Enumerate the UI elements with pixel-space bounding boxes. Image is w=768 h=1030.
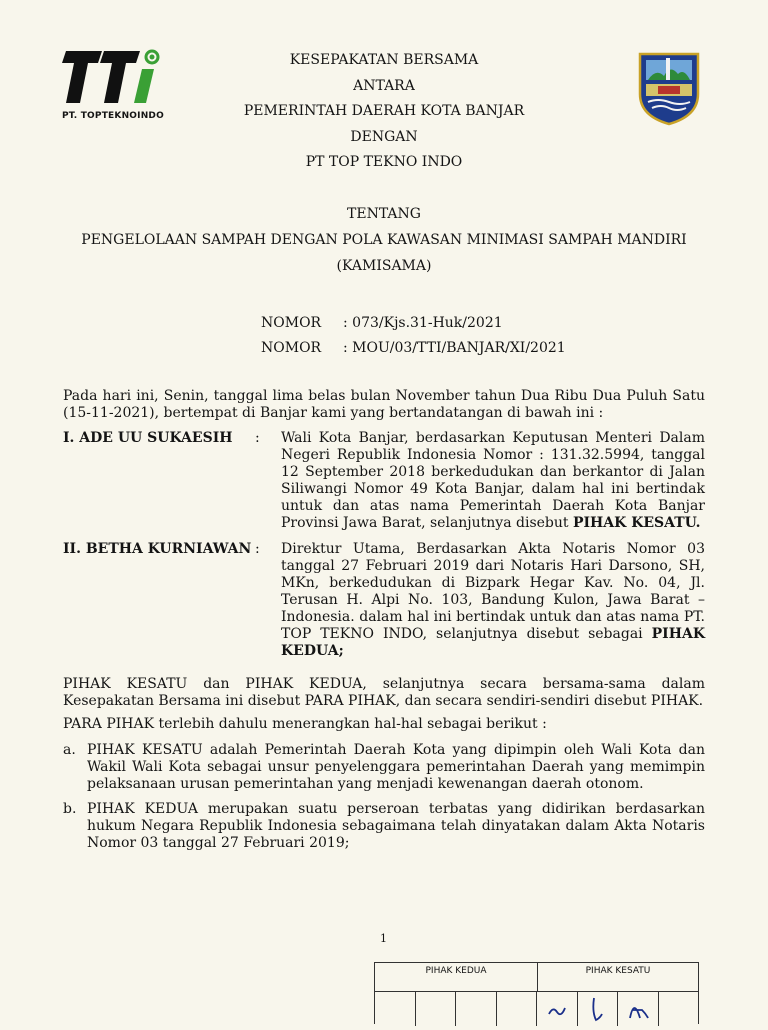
initials-cell [578, 992, 618, 1026]
list-item-marker: a. [63, 742, 76, 758]
number-row [261, 315, 503, 331]
party-colon: : [255, 541, 260, 557]
party-description-text: Wali Kota Banjar, berdasarkan Keputusan Menteri Dalam Negeri Republik Indonesia Nomor : 131.32.5994, tanggal 12 September 2018 berkedudukan dan berkantor di Jalan Siliwangi Nomor 49 Kota Banjar, dalam hal ini bertindak untuk dan atas nama Pemerintah Daerah Kota Banjar Provinsi Jawa Barat, selanjutnya disebut [281, 430, 705, 531]
initials-cell [659, 992, 699, 1026]
party-description [281, 541, 705, 660]
party-description [281, 430, 705, 532]
initials-cell [537, 992, 578, 1026]
about-heading: TENTANG [347, 206, 421, 222]
title-line-5: PT TOP TEKNO INDO [305, 154, 463, 170]
intro-paragraph: Pada hari ini, Senin, tanggal lima belas bulan November tahun Dua Ribu Dua Puluh Satu (15-11-2021), bertempat di Banjar kami yang bertandatangan di bawah ini : [63, 388, 705, 421]
number-label: NOMOR [261, 340, 322, 356]
handwritten-initial-icon [578, 992, 618, 1026]
number-row [261, 340, 566, 356]
initials-table [374, 962, 699, 1024]
number-value: : MOU/03/TTI/BANJAR/XI/2021 [343, 340, 566, 356]
party-role: PIHAK KESATU. [572, 515, 701, 531]
list-item-text: PIHAK KESATU adalah Pemerintah Daerah Kota yang dipimpin oleh Wali Kota dan Wakil Wali Kota sebagai unsur penyelenggara pemerintahan Daerah yang memimpin pelaksanaan urusan pemerintahan yang menjadi kewenangan daerah otonom. [87, 742, 705, 792]
initials-cell [456, 992, 497, 1026]
page-number: 1 [380, 932, 387, 945]
title-line-4: DENGAN [350, 129, 418, 145]
preamble-paragraph: PARA PIHAK terlebih dahulu menerangkan hal-hal sebagai berikut : [63, 716, 547, 732]
title-line-2: ANTARA [353, 78, 415, 94]
handwritten-initial-icon [537, 992, 577, 1026]
initials-header-second-party: PIHAK KEDUA [375, 963, 538, 991]
list-item-marker: b. [63, 801, 77, 817]
list-item-text: PIHAK KEDUA merupakan suatu perseroan terbatas yang didirikan berdasarkan hukum Negara Republik Indonesia sebagaimana telah dinyatakan dalam Akta Notaris Nomor 03 tanggal 27 Februari 2019; [87, 801, 705, 851]
title-line-3: PEMERINTAH DAERAH KOTA BANJAR [243, 103, 525, 119]
company-logo-text: PT. TOPTEKNOINDO [62, 111, 164, 121]
initials-cell [416, 992, 456, 1026]
initials-cell [618, 992, 659, 1026]
subject-line-2: (KAMISAMA) [336, 258, 432, 274]
party-name: I. ADE UU SUKAESIH [63, 430, 233, 446]
initials-cell [375, 992, 416, 1026]
party-colon: : [255, 430, 260, 446]
number-value: : 073/Kjs.31-Huk/2021 [343, 315, 503, 331]
initials-grid [375, 991, 698, 1026]
para-pihak-paragraph: PIHAK KESATU dan PIHAK KEDUA, selanjutnya secara bersama-sama dalam Kesepakatan Bersama ini disebut PARA PIHAK, dan secara sendiri-sendiri disebut PIHAK. [63, 676, 705, 709]
handwritten-initial-icon [618, 992, 658, 1026]
party-name: II. BETHA KURNIAWAN [63, 541, 252, 557]
subject-line-1: PENGELOLAAN SAMPAH DENGAN POLA KAWASAN MINIMASI SAMPAH MANDIRI [81, 232, 687, 248]
initials-header-first-party: PIHAK KESATU [585, 966, 651, 976]
party-role: PIHAK KEDUA; [281, 626, 705, 659]
number-label: NOMOR [261, 315, 322, 331]
party-description-text: Direktur Utama, Berdasarkan Akta Notaris Nomor 03 tanggal 27 Februari 2019 dari Notaris Hari Darsono, SH, MKn, berkedudukan di Bizpark Hegar Kav. No. 04, Jl. Terusan H. Alpi No. 103, Bandung Kulon, Jawa Barat – Indonesia. dalam hal ini bertindak untuk dan atas nama PT. TOP TEKNO INDO, selanjutnya disebut sebagai [281, 541, 705, 642]
initials-cell [497, 992, 537, 1026]
title-line-1: KESEPAKATAN BERSAMA [289, 52, 479, 68]
